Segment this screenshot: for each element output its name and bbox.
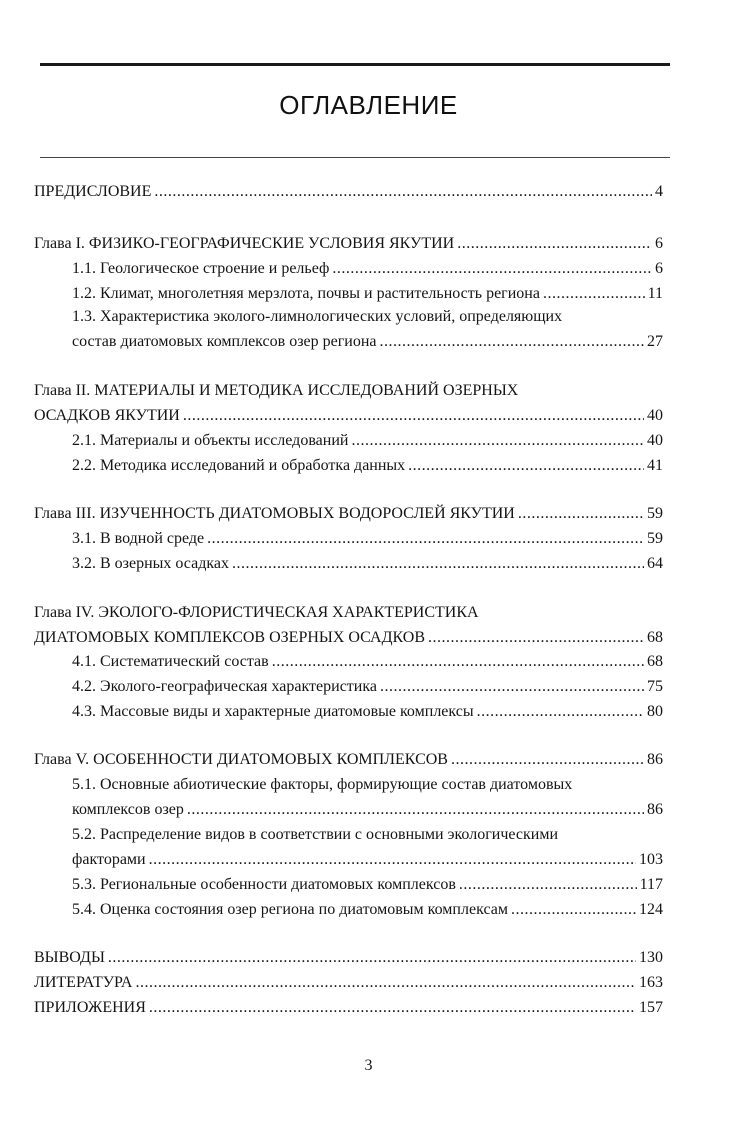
- toc-entry-page: 80: [647, 703, 663, 720]
- toc-leader-dots: [511, 900, 636, 920]
- toc-entry-section-4-3: [72, 702, 663, 722]
- toc-entry-title: Глава I. ФИЗИКО-ГЕОГРАФИЧЕСКИЕ УСЛОВИЯ ЯКУТИИ: [34, 235, 455, 252]
- toc-leader-dots: [183, 406, 644, 426]
- toc-leader-dots: [428, 628, 644, 648]
- toc-entry-chapter-3: [34, 504, 663, 524]
- toc-entry-page: 124: [639, 901, 663, 918]
- toc-entry-page: 130: [639, 949, 663, 966]
- toc-entry-section-4-1: [72, 652, 663, 672]
- toc-entry-title: 5.4. Оценка состояния озер региона по диатомовым комплексам: [72, 901, 508, 918]
- toc-entry-section-5-2-line1: 5.2. Распределение видов в соответствии с основными экологическими: [72, 826, 558, 843]
- toc-entry-page: 27: [647, 333, 663, 350]
- toc-entry-page: 75: [647, 678, 663, 695]
- toc-leader-dots: [459, 875, 637, 895]
- toc-leader-dots: [518, 504, 644, 524]
- toc-entry-page: 59: [647, 505, 663, 522]
- toc-entry-title: 1.1. Геологическое строение и рельеф: [72, 260, 330, 277]
- toc-entry-preface: [34, 182, 663, 202]
- toc-entry-title: комплексов озер: [72, 801, 184, 818]
- toc-entry-section-5-1-line1: 5.1. Основные абиотические факторы, формирующие состав диатомовых: [72, 776, 573, 793]
- toc-leader-dots: [477, 702, 644, 722]
- toc-leader-dots: [543, 284, 645, 304]
- toc-entry-title: 1.2. Климат, многолетняя мерзлота, почвы и растительность региона: [72, 285, 540, 302]
- toc-entry-chapter-4-line1: Глава IV. ЭКОЛОГО-ФЛОРИСТИЧЕСКАЯ ХАРАКТЕРИСТИКА: [34, 604, 479, 621]
- toc-entry-section-1-1: [72, 259, 663, 279]
- toc-entry-page: 40: [647, 407, 663, 424]
- title-underline: [40, 157, 670, 158]
- toc-leader-dots: [332, 259, 652, 279]
- toc-leader-dots: [351, 431, 644, 451]
- toc-entry-page: 117: [639, 876, 663, 893]
- toc-entry-title: 4.3. Массовые виды и характерные диатомовые комплексы: [72, 703, 474, 720]
- toc-entry-conclusions: [34, 948, 663, 968]
- toc-leader-dots: [187, 800, 644, 820]
- toc-entry-page: 86: [647, 751, 663, 768]
- toc-entry-title: 2.2. Методика исследований и обработка данных: [72, 457, 406, 474]
- page-number: 3: [364, 1057, 373, 1074]
- toc-entry-page: 4: [655, 183, 663, 200]
- toc-leader-dots: [149, 998, 636, 1018]
- toc-leader-dots: [207, 529, 644, 549]
- toc-entry-title: 3.1. В водной среде: [72, 530, 205, 547]
- toc-entry-page: 68: [647, 629, 663, 646]
- toc-entry-page: 41: [647, 457, 663, 474]
- toc-entry-chapter-2: [34, 406, 663, 426]
- toc-entry-title: Глава III. ИЗУЧЕННОСТЬ ДИАТОМОВЫХ ВОДОРОСЛЕЙ ЯКУТИИ: [34, 505, 515, 522]
- toc-entry-page: 163: [639, 974, 663, 991]
- toc-entry-section-2-2: [72, 456, 663, 476]
- toc-entry-page: 11: [647, 285, 663, 302]
- toc-entry-section-4-2: [72, 677, 663, 697]
- toc-leader-dots: [451, 750, 644, 770]
- toc-entry-title: 4.1. Систематический состав: [72, 653, 269, 670]
- toc-entry-page: 6: [655, 235, 663, 252]
- toc-entry-title: ОСАДКОВ ЯКУТИИ: [34, 407, 180, 424]
- toc-entry-page: 86: [647, 801, 663, 818]
- toc-entry-title: 3.2. В озерных осадках: [72, 555, 229, 572]
- toc-entry-title: ВЫВОДЫ: [34, 949, 105, 966]
- toc-entry-chapter-5: [34, 750, 663, 770]
- toc-entry-title: 4.2. Эколого-географическая характеристика: [72, 678, 377, 695]
- toc-entry-page: 40: [647, 432, 663, 449]
- toc-leader-dots: [380, 677, 644, 697]
- top-rule: [40, 63, 670, 66]
- toc-entry-page: 59: [647, 530, 663, 547]
- toc-entry-title: ПРЕДИСЛОВИЕ: [34, 183, 152, 200]
- toc-entry-title: состав диатомовых комплексов озер региона: [72, 333, 377, 350]
- toc-entry-page: 68: [647, 653, 663, 670]
- toc-leader-dots: [457, 234, 652, 254]
- toc-entry-title: ЛИТЕРАТУРА: [34, 974, 133, 991]
- toc-entry-title: факторами: [72, 851, 146, 868]
- toc-entry-literature: [34, 973, 663, 993]
- toc-entry-chapter-4: [34, 628, 663, 648]
- toc-entry-section-3-1: [72, 529, 663, 549]
- toc-leader-dots: [135, 973, 636, 993]
- toc-entry-section-2-1: [72, 431, 663, 451]
- toc-leader-dots: [149, 850, 636, 870]
- toc-entry-section-5-1: [72, 800, 663, 820]
- toc-entry-section-5-4: [72, 900, 663, 920]
- toc-leader-dots: [232, 554, 644, 574]
- toc-entry-section-1-3-line1: 1.3. Характеристика эколого-лимнологических условий, определяющих: [72, 308, 563, 325]
- toc-leader-dots: [272, 652, 644, 672]
- toc-entry-title: 5.3. Региональные особенности диатомовых комплексов: [72, 876, 456, 893]
- toc-entry-page: 103: [639, 851, 663, 868]
- toc-entry-section-5-3: [72, 875, 663, 895]
- toc-leader-dots: [380, 332, 644, 352]
- toc-entry-title: ПРИЛОЖЕНИЯ: [34, 999, 146, 1016]
- page-title: ОГЛАВЛЕНИЕ: [279, 90, 458, 120]
- toc-leader-dots: [108, 948, 636, 968]
- toc-leader-dots: [408, 456, 644, 476]
- toc-entry-title: ДИАТОМОВЫХ КОМПЛЕКСОВ ОЗЕРНЫХ ОСАДКОВ: [34, 629, 425, 646]
- toc-entry-section-5-2: [72, 850, 663, 870]
- toc-entry-chapter-1: [34, 234, 663, 254]
- toc-entry-page: 157: [639, 999, 663, 1016]
- toc-entry-page: 6: [655, 260, 663, 277]
- toc-entry-chapter-2-line1: Глава II. МАТЕРИАЛЫ И МЕТОДИКА ИССЛЕДОВАНИЙ ОЗЕРНЫХ: [34, 382, 519, 399]
- toc-entry-title: Глава V. ОСОБЕННОСТИ ДИАТОМОВЫХ КОМПЛЕКСОВ: [34, 751, 448, 768]
- toc-entry-section-1-3: [72, 332, 663, 352]
- toc-entry-page: 64: [647, 555, 663, 572]
- toc-entry-section-3-2: [72, 554, 663, 574]
- toc-leader-dots: [154, 182, 652, 202]
- toc-entry-title: 2.1. Материалы и объекты исследований: [72, 432, 349, 449]
- toc-entry-appendices: [34, 998, 663, 1018]
- toc-entry-section-1-2: [72, 284, 663, 304]
